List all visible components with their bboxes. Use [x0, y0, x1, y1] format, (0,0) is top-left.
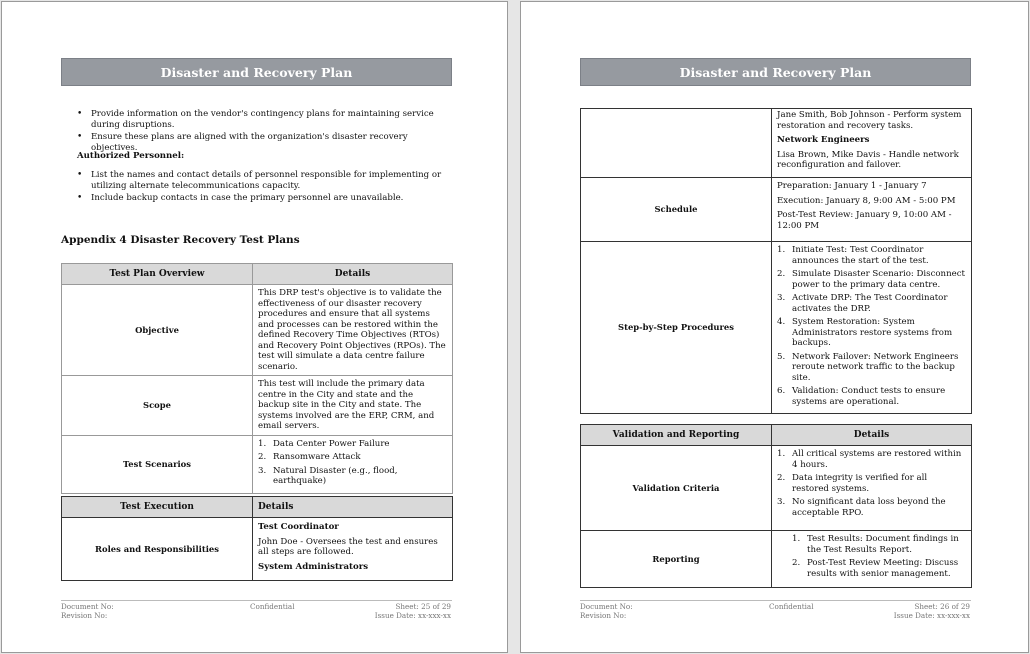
- list-item: 3. Activate DRP: The Test Coordinator activates the DRP.: [777, 293, 966, 314]
- table-row: [581, 178, 972, 242]
- table-row: [581, 531, 972, 588]
- page-gutter: [509, 0, 520, 654]
- table-row: [62, 435, 453, 493]
- document-page-right: [520, 1, 1029, 653]
- list-item: 2. Post-Test Review Meeting: Discuss results with senior management.: [792, 558, 966, 579]
- scope-details: This test will include the primary data centre in the City and state and the backup site in the City and state. The systems involved are the ERP, CRM, and email servers.: [253, 376, 453, 436]
- footer-issue-date: Issue Date: xx-xxx-xx: [893, 611, 970, 620]
- row-label-validation-criteria: Validation Criteria: [581, 446, 772, 531]
- list-item: • Ensure these plans are aligned with the organization's disaster recovery objectives.: [76, 132, 452, 154]
- list-item: 1. Data Center Power Failure: [258, 439, 447, 450]
- page-header-banner: Disaster and Recovery Plan: [61, 58, 452, 86]
- column-header: Validation and Reporting: [581, 425, 772, 446]
- list-item: • Include backup contacts in case the primary personnel are unavailable.: [76, 193, 452, 204]
- schedule-item: Preparation: January 1 - January 7: [777, 181, 927, 191]
- page-header-banner: Disaster and Recovery Plan: [580, 58, 971, 86]
- test-execution-table: [61, 496, 453, 581]
- schedule-item: Post-Test Review: January 9, 10:00 AM - 12:00 PM: [777, 210, 952, 231]
- appendix-heading: Appendix 4 Disaster Recovery Test Plans: [61, 234, 300, 246]
- column-header: Test Plan Overview: [62, 264, 253, 285]
- list-item: 4. System Restoration: System Administrators restore systems from backups.: [777, 317, 966, 349]
- row-label-test-scenarios: Test Scenarios: [62, 435, 253, 493]
- table-row: [62, 376, 453, 436]
- list-item: 2. Ransomware Attack: [258, 452, 447, 463]
- test-coordinator-text: John Doe - Oversees the test and ensures all steps are followed.: [258, 536, 438, 557]
- test-scenarios-list: [258, 439, 447, 487]
- test-plan-overview-table: [61, 263, 453, 494]
- roles-continuation-table: [580, 108, 972, 414]
- network-engineers-title: Network Engineers: [777, 135, 870, 145]
- document-page-left: [1, 1, 508, 653]
- list-item: 3. No significant data loss beyond the acceptable RPO.: [777, 497, 966, 518]
- table-row: [62, 285, 453, 376]
- network-engineers-text: Lisa Brown, Mike Davis - Handle network reconfiguration and failover.: [777, 149, 959, 170]
- row-label-roles: Roles and Responsibilities: [62, 518, 253, 581]
- footer-revision-no: Revision No:: [580, 611, 627, 620]
- column-header: Details: [253, 497, 453, 518]
- schedule-item: Execution: January 8, 9:00 AM - 5:00 PM: [777, 195, 956, 206]
- column-header: Details: [772, 425, 972, 446]
- list-item: 1. Initiate Test: Test Coordinator announces the start of the test.: [777, 245, 966, 266]
- footer-rule: [580, 600, 971, 601]
- system-administrators-title: System Administrators: [258, 561, 369, 572]
- validation-criteria-list: [777, 449, 966, 518]
- column-header: Details: [253, 264, 453, 285]
- row-label-schedule: Schedule: [581, 178, 772, 242]
- row-label-objective: Objective: [62, 285, 253, 376]
- list-item: 5. Network Failover: Network Engineers reroute network traffic to the backup site.: [777, 352, 966, 384]
- row-label-reporting: Reporting: [581, 531, 772, 588]
- footer-sheet: Sheet: 26 of 29: [914, 602, 970, 611]
- objective-details: This DRP test's objective is to validate the effectiveness of our disaster recovery procedures and ensure that all systems and processes can be restored within the defined Recovery Time Objectives (RTOs) and Recovery Point Objectives (RPOs). The test will simulate a data centre failure scenario.: [253, 285, 453, 376]
- list-item: 3. Natural Disaster (e.g., flood, earthquake): [258, 466, 447, 487]
- list-item: 6. Validation: Conduct tests to ensure systems are operational.: [777, 386, 966, 407]
- row-label-scope: Scope: [62, 376, 253, 436]
- row-label-procedures: Step-by-Step Procedures: [581, 242, 772, 414]
- table-row: [581, 109, 972, 178]
- test-coordinator-title: Test Coordinator: [258, 522, 339, 532]
- procedures-list: [777, 245, 966, 407]
- authorized-personnel-heading: Authorized Personnel:: [77, 151, 185, 161]
- bullet-list-personnel: [76, 170, 452, 205]
- list-item: 1. All critical systems are restored within 4 hours.: [777, 449, 966, 470]
- footer-sheet: Sheet: 25 of 29: [395, 602, 451, 611]
- validation-reporting-table: [580, 424, 972, 588]
- column-header: Test Execution: [62, 497, 253, 518]
- list-item: 2. Simulate Disaster Scenario: Disconnect power to the primary data centre.: [777, 269, 966, 290]
- footer-document-no: Document No:: [580, 602, 633, 611]
- system-administrators-text: Jane Smith, Bob Johnson - Perform system restoration and recovery tasks.: [777, 110, 962, 131]
- reporting-list: [792, 534, 966, 579]
- bullet-list-contingency: [76, 109, 452, 155]
- footer-rule: [61, 600, 452, 601]
- footer-revision-no: Revision No:: [61, 611, 108, 620]
- list-item: • Provide information on the vendor's contingency plans for maintaining service during disruptions.: [76, 109, 452, 131]
- table-row: [581, 446, 972, 531]
- footer-confidential: Confidential: [769, 602, 814, 611]
- footer-document-no: Document No:: [61, 602, 114, 611]
- footer-issue-date: Issue Date: xx-xxx-xx: [374, 611, 451, 620]
- list-item: 2. Data integrity is verified for all restored systems.: [777, 473, 966, 494]
- footer-confidential: Confidential: [250, 602, 295, 611]
- list-item: 1. Test Results: Document findings in the Test Results Report.: [792, 534, 966, 555]
- list-item: • List the names and contact details of personnel responsible for implementing or utilizing alternate telecommunications capacity.: [76, 170, 452, 192]
- table-row: [62, 518, 453, 581]
- table-row: [581, 242, 972, 414]
